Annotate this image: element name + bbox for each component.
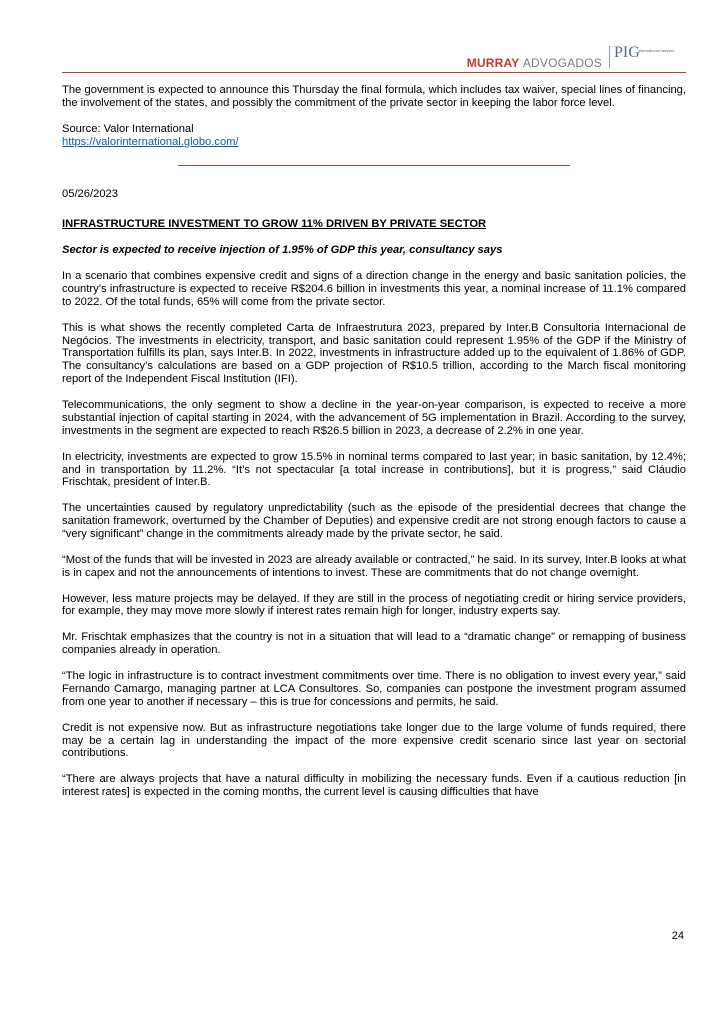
article-paragraph: Telecommunications, the only segment to show a decline in the year-on-year comparison, is expected to receive a more substantial injection of capital starting in 2024, with the advancement of 5G implementation in Brazil. According to the survey, investments in the segment are expected to reach R$26.5 billion in 2023, a decrease of 2.2% in one year. [62, 399, 686, 437]
document-body [62, 84, 686, 812]
brand-second: ADVOGADOS [522, 56, 602, 70]
article-paragraph: In a scenario that combines expensive credit and signs of a direction change in the energy and basic sanitation policies, the country’s infrastructure is expected to receive R$204.6 billion in investments this year, a nominal increase of 11.1% compared to 2022. Of the total funds, 65% will come from the private sector. [62, 270, 686, 308]
source-label: Source: Valor International [62, 122, 194, 135]
page-header [0, 44, 728, 72]
header-rule [62, 72, 686, 73]
page-number: 24 [671, 930, 684, 942]
section-divider [178, 165, 570, 166]
source-link[interactable]: https://valorinternational.globo.com/ [62, 135, 239, 148]
article-paragraph: “Most of the funds that will be invested in 2023 are already available or contracted,” he said. In its survey, Inter.B looks at what is in capex and not the announcements of intentions to invest. These are commitments that do not change overnight. [62, 553, 686, 579]
murray-advogados-logo [467, 56, 602, 70]
brand-first: MURRAY [466, 56, 520, 70]
article-paragraph: “The logic in infrastructure is to contract investment commitments over time. There is no obligation to invest every year,” said Fernando Camargo, managing partner at LCA Consultores. So, companies can postpone the investment program assumed from one year to another if necessary – this is true for concessions and permits, he said. [62, 669, 686, 708]
article-paragraph: However, less mature projects may be delayed. If they are still in the process of negotiating credit or hiring service providers, for example, they may move more slowly if interest rates remain high for longer, industry experts say. [62, 592, 686, 618]
article-subheadline: Sector is expected to receive injection of 1.95% of GDP this year, consultancy says [62, 244, 503, 257]
article-paragraph: Credit is not expensive now. But as infrastructure negotiations take longer due to the large volume of funds required, there may be a certain lag in understanding the impact of the more expensive credit scenario since last year on sectorial contributions. [62, 721, 686, 760]
pig-logo-text: PIG [614, 44, 640, 61]
article-date: 05/26/2023 [62, 187, 118, 200]
pig-logo [614, 44, 678, 66]
source-block [62, 123, 686, 149]
article-paragraph: “There are always projects that have a natural difficulty in mobilizing the necessary funds. Even if a cautious reduction [in interest rates] is expected in the coming months, the current level is causing difficulties that have [62, 773, 686, 799]
article-headline: INFRASTRUCTURE INVESTMENT TO GROW 11% DRIVEN BY PRIVATE SECTOR [62, 218, 487, 231]
article-paragraph: Mr. Frischtak emphasizes that the country is not in a situation that will lead to a “dramatic change” or remapping of business companies already in operation. [62, 631, 686, 657]
article-paragraph: This is what shows the recently completed Carta de Infraestrutura 2023, prepared by Inter.B Consultoria Internacional de Negócios. The investments in electricity, transport, and basic sanitation could represent 1.95% of the GDP if the Ministry of Transportation fulfills its plan, says Inter.B. In 2022, investments in infrastructure added up to the equivalent of 1.86% of GDP. The consultancy’s calculations are based on a GDP projection of R$10.5 trillion, according to the March fiscal monitoring report of the Independent Fiscal Institution (IFI). [62, 321, 686, 386]
pig-logo-subtitle: international lawyers [638, 48, 675, 53]
intro-paragraph: The government is expected to announce this Thursday the final formula, which includes tax waiver, special lines of financing, the involvement of the states, and possibly the commitment of the private sector in keeping the labor force level. [62, 84, 686, 109]
article-paragraph: In electricity, investments are expected to grow 15.5% in nominal terms compared to last year; in basic sanitation, by 12.4%; and in transportation by 11.2%. “It’s not spectacular [a total increase in contributions], but it is progress,” said Cláudio Frischtak, president of Inter.B. [62, 450, 686, 489]
logo-divider [609, 46, 610, 68]
article-paragraph: The uncertainties caused by regulatory unpredictability (such as the episode of the presidential decrees that change the sanitation framework, overturned by the Chamber of Deputies) and expensive credit are not strong enough factors to cause a “very significant” change in the commitments already made by the private sector, he said. [62, 502, 686, 541]
